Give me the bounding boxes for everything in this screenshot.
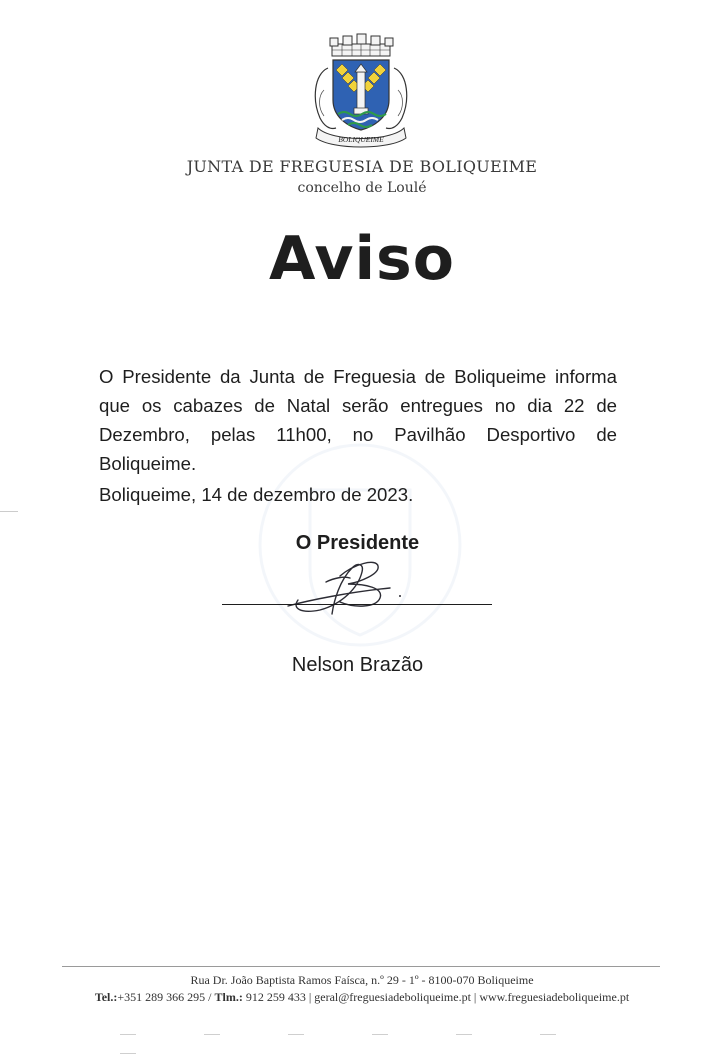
handwritten-signature-icon bbox=[280, 548, 430, 628]
footer-email: geral@freguesiadeboliqueime.pt bbox=[314, 990, 471, 1004]
notice-body: O Presidente da Junta de Freguesia de Boliqueime informa que os cabazes de Natal serão entregues no dia 22 de Dezembro, pelas 11h00, no Pavilhão Desportivo de Boliqueime. bbox=[99, 366, 617, 474]
fold-mark bbox=[0, 511, 18, 512]
signer-name: Nelson Brazão bbox=[291, 654, 424, 676]
notice-date-line: Boliqueime, 14 de dezembro de 2023. bbox=[99, 484, 414, 505]
scan-edge-marks bbox=[120, 1020, 640, 1022]
organization-subtitle: concelho de Loulé bbox=[297, 180, 427, 196]
signer-role: O Presidente bbox=[295, 532, 420, 554]
footer-tel-label: Tel.: bbox=[94, 990, 118, 1004]
signature-line bbox=[222, 604, 492, 605]
footer-tlm-label: Tlm.: bbox=[214, 990, 243, 1004]
footer-contacts: Tel.:+351 289 366 295 / Tlm.: 912 259 433 | geral@freguesiadeboliqueime.pt | www.freguesiadeboliqueime.pt bbox=[94, 990, 630, 1004]
notice-title: Aviso bbox=[269, 224, 455, 294]
coat-of-arms-icon bbox=[308, 30, 414, 150]
footer-tlm-value: 912 259 433 bbox=[245, 990, 306, 1004]
footer-website: www.freguesiadeboliqueime.pt bbox=[479, 990, 630, 1004]
crest-ribbon-text: BOLIQUEIME bbox=[338, 135, 384, 144]
footer-address: Rua Dr. João Baptista Ramos Faísca, n.º 29 - 1º - 8100-070 Boliqueime bbox=[190, 973, 534, 987]
footer-divider bbox=[62, 966, 660, 967]
footer-tel-value: +351 289 366 295 bbox=[117, 990, 206, 1004]
organization-name: JUNTA DE FREGUESIA DE BOLIQUEIME bbox=[186, 157, 538, 176]
